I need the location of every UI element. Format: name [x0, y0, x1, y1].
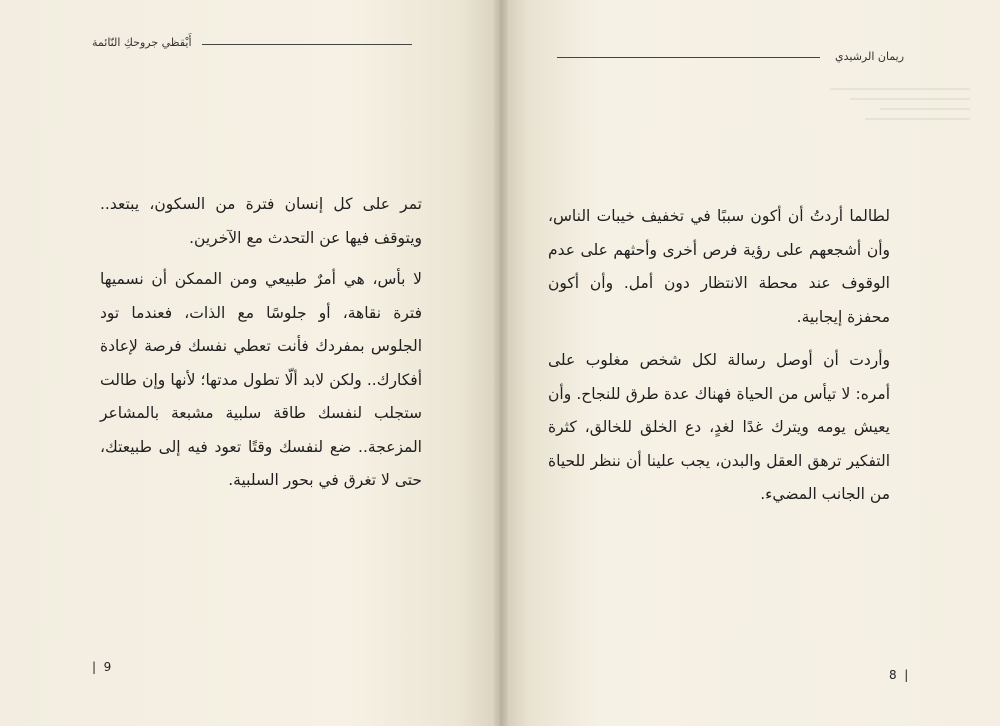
page-number-left: [92, 660, 111, 674]
paragraph: لطالما أردتُ أن أكون سببًا في تخفيف خيبات الناس، وأن أشجعهم على رؤية فرص أخرى وأحثهم على عدم الوقوف عند محطة الانتظار دون أمل. وأن أكون محفزة إيجابية.: [548, 207, 890, 326]
show-through-line: [865, 118, 970, 120]
paragraph: لا بأس، هي أمرٌ طبيعي ومن الممكن أن نسميها فترة نقاهة، أو جلوسًا مع الذات، فعندما تود الجلوس بمفردك فأنت تعطي نفسك فرصة لإعادة أفكارك.. ولكن لابد ألّا تطول مدتها؛ لأنها وإن طالت ستجلب لنفسك طاقة سلبية مشبعة بالمشاعر المزعجة.. ضع لنفسك وقتًا تعود فيه إلى طبيعتك، حتى لا تغرق في بحور السلبية.: [100, 270, 422, 489]
page-number-right: [889, 668, 908, 682]
left-page-body: [100, 188, 422, 498]
page-number-value: 8: [889, 668, 897, 682]
page-number-value: 9: [103, 660, 112, 674]
header-rule-left: [202, 44, 412, 45]
running-header-left: أَيْقظي جروحكِ النّائمة: [92, 36, 192, 49]
page-number-separator: |: [92, 660, 104, 674]
book-gutter: [494, 0, 508, 726]
running-header-right: ريمان الرشيدي: [835, 50, 905, 63]
paragraph: وأردت أن أوصل رسالة لكل شخص مغلوب على أمره: لا تيأس من الحياة فهناك عدة طرق للنجاح. وأن يعيش يومه ويترك غدًا لغدٍ، دع الخلق للخالق، كثرة التفكير ترهق العقل والبدن، يجب علينا أن ننظر للحياة من الجانب المضيء.: [548, 351, 890, 503]
show-through-line: [880, 108, 970, 110]
page-number-separator: |: [896, 668, 909, 682]
right-page-body: [548, 200, 890, 512]
show-through-text: [820, 80, 970, 190]
show-through-line: [830, 88, 970, 90]
show-through-line: [850, 98, 970, 100]
header-rule-right: [557, 57, 820, 58]
paragraph: تمر على كل إنسان فترة من السكون، يبتعد.. ويتوقف فيها عن التحدث مع الآخرين.: [100, 195, 422, 247]
